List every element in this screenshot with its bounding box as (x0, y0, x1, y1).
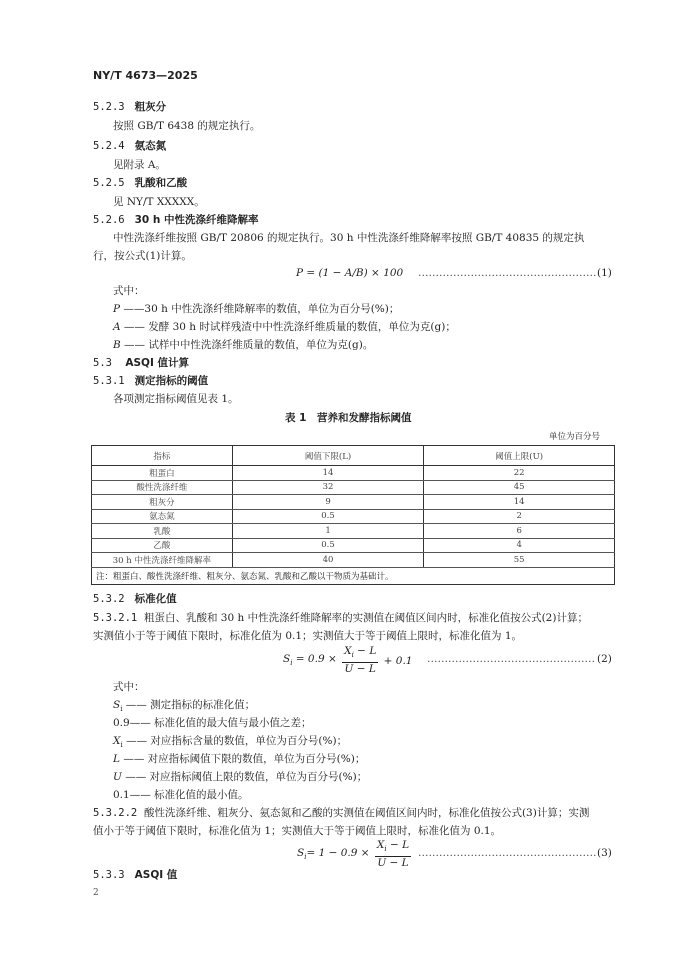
section-number: 5.3 (93, 357, 112, 369)
table-cell: 32 (232, 480, 424, 495)
section-5-3-2-1-line1: 5.3.2.1 粗蛋白、乳酸和 30 h 中性洗涤纤维降解率的实测值在阈值区间内时，标准化值按公式(2)计算； (93, 612, 588, 624)
formula-2-fraction: $\frac{X_i - L}{U - L}$ (344, 645, 377, 676)
section-5-3-2-1-line2: 实测值小于等于阈值下限时，标准化值为 0.1；实测值大于等于阈值上限时，标准化值为 1。 (93, 630, 523, 642)
threshold-table (91, 445, 615, 585)
table-cell: 45 (424, 480, 615, 495)
section-title: 乳酸和乙酸 (134, 177, 188, 189)
section-number: 5.3.2 (93, 593, 125, 605)
table-caption: 表 1 营养和发酵指标阈值 (285, 412, 412, 424)
table-cell: 0.5 (232, 538, 424, 553)
table-cell: 粗蛋白 (92, 466, 233, 481)
table-header-cell: 阈值上限(U) (424, 446, 615, 466)
section-title: 氨态氮 (134, 140, 167, 152)
formula-2: $S_i = 0.9$ × $\frac{X_i - L}{U - L}$ + 0.1 (283, 645, 413, 676)
section-number: 5.3.1 (93, 375, 125, 387)
var-def-Si: $S_i$ —— 测定指标的标准化值； (113, 699, 256, 714)
formula-2-leader: ………………………………………… (427, 653, 595, 665)
section-5-2-6-body-line1: 中性洗涤纤维按照 GB/T 20806 的规定执行。30 h 中性洗涤纤维降解率按照 GB/T 40835 的规定执 (113, 232, 585, 244)
formula-2-number: (2) (597, 653, 612, 665)
section-5-3-1-body: 各项测定指标阈值见表 1。 (113, 393, 239, 405)
table-cell: 2 (424, 509, 615, 524)
section-5-2-6-body-line2: 行，按公式(1)计算。 (93, 250, 192, 262)
where-label-2: 式中： (113, 681, 145, 693)
section-5-3-3-heading (93, 868, 177, 882)
var-def-0-9: 0.9—— 标准化值的最大值与最小值之差； (113, 717, 312, 729)
table-row (92, 553, 615, 568)
table-header-cell: 阈值下限(L) (232, 446, 424, 466)
formula-3-leader: …………………………………………… (418, 847, 597, 859)
section-5-2-4-body: 见附录 A。 (113, 159, 166, 171)
section-5-2-5-heading (93, 176, 187, 190)
section-title: ASQI 值计算 (125, 357, 190, 369)
section-5-2-4-heading (93, 139, 166, 153)
var-def-A: A —— 发酵 30 h 时试样残渣中中性洗涤纤维质量的数值，单位为克(g)； (113, 321, 456, 333)
var-def-U: U —— 对应指标阈值上限的数值，单位为百分号(%)； (113, 771, 368, 783)
section-number: 5.2.6 (93, 214, 125, 226)
section-number: 5.3.3 (93, 869, 125, 881)
section-5-3-2-2-line2: 值小于等于阈值下限时，标准化值为 1；实测值大于等于阈值上限时，标准化值为 0.1。 (93, 825, 502, 837)
table-cell: 55 (424, 553, 615, 568)
table-cell: 1 (232, 524, 424, 539)
section-5-2-3-body: 按照 GB/T 6438 的规定执行。 (113, 120, 261, 132)
table-cell: 乙酸 (92, 538, 233, 553)
formula-3-fraction: $\frac{X_i - L}{U - L}$ (376, 839, 410, 870)
section-number: 5.2.3 (93, 101, 125, 113)
section-5-3-2-heading (93, 592, 177, 606)
doc-header: NY/T 4673—2025 (93, 69, 198, 82)
page-number: 2 (93, 888, 99, 898)
formula-3-number: (3) (597, 847, 612, 859)
table-cell: 9 (232, 495, 424, 510)
table-cell: 40 (232, 553, 424, 568)
formula-3: $S_i= 1 - 0.9$ × $\frac{X_i - L}{U - L}$ (297, 839, 410, 870)
table-cell: 4 (424, 538, 615, 553)
formula-1-leader: …………………………………………… (418, 267, 597, 279)
table-note-row (92, 567, 615, 584)
table-row (92, 538, 615, 553)
var-def-L: L —— 对应指标阈值下限的数值，单位为百分号(%)； (113, 753, 366, 765)
table-cell: 粗灰分 (92, 495, 233, 510)
table-row (92, 495, 615, 510)
section-5-3-2-2-line1: 5.3.2.2 酸性洗涤纤维、粗灰分、氨态氮和乙酸的实测值在阈值区间内时，标准化值按公式(3)计算；实测 (93, 807, 590, 819)
section-5-2-3-heading (93, 100, 166, 114)
table-cell: 酸性洗涤纤维 (92, 480, 233, 495)
var-def-0-1: 0.1—— 标准化值的最小值。 (113, 789, 249, 801)
table-row (92, 480, 615, 495)
section-5-3-1-heading (93, 374, 208, 388)
var-def-Xi: $X_i$ —— 对应指标含量的数值，单位为百分号(%)； (113, 735, 348, 750)
section-number: 5.2.4 (93, 140, 125, 152)
table-cell: 氨态氮 (92, 509, 233, 524)
table-cell: 14 (424, 495, 615, 510)
table-unit: 单位为百分号 (549, 432, 601, 442)
formula-1-number: (1) (597, 267, 612, 279)
var-def-B: B —— 试样中中性洗涤纤维质量的数值，单位为克(g)。 (113, 339, 374, 351)
table-cell: 14 (232, 466, 424, 481)
section-title: 标准化值 (134, 593, 177, 605)
section-5-2-6-heading (93, 213, 259, 227)
table-row (92, 524, 615, 539)
table-header-cell: 指标 (92, 446, 233, 466)
section-title: ASQI 值 (134, 869, 178, 881)
section-5-2-5-body: 见 NY/T XXXXX。 (113, 196, 205, 208)
table-cell: 0.5 (232, 509, 424, 524)
section-number: 5.2.5 (93, 177, 125, 189)
formula-1: P = (1 − A/B) × 100 (296, 267, 404, 279)
table-row (92, 509, 615, 524)
table-cell: 22 (424, 466, 615, 481)
table-cell: 6 (424, 524, 615, 539)
table-cell: 30 h 中性洗涤纤维降解率 (92, 553, 233, 568)
section-title: 30 h 中性洗涤纤维降解率 (134, 214, 259, 226)
where-label: 式中： (113, 285, 145, 297)
section-5-3-heading (93, 356, 189, 370)
table-header-row (92, 446, 615, 466)
section-title: 粗灰分 (134, 101, 167, 113)
table-note: 注：粗蛋白、酸性洗涤纤维、粗灰分、氨态氮、乳酸和乙酸以干物质为基础计。 (92, 567, 615, 584)
table-cell: 乳酸 (92, 524, 233, 539)
table-row (92, 466, 615, 481)
var-def-P: P ——30 h 中性洗涤纤维降解率的数值，单位为百分号(%)； (113, 303, 400, 315)
section-title: 测定指标的阈值 (134, 375, 209, 387)
